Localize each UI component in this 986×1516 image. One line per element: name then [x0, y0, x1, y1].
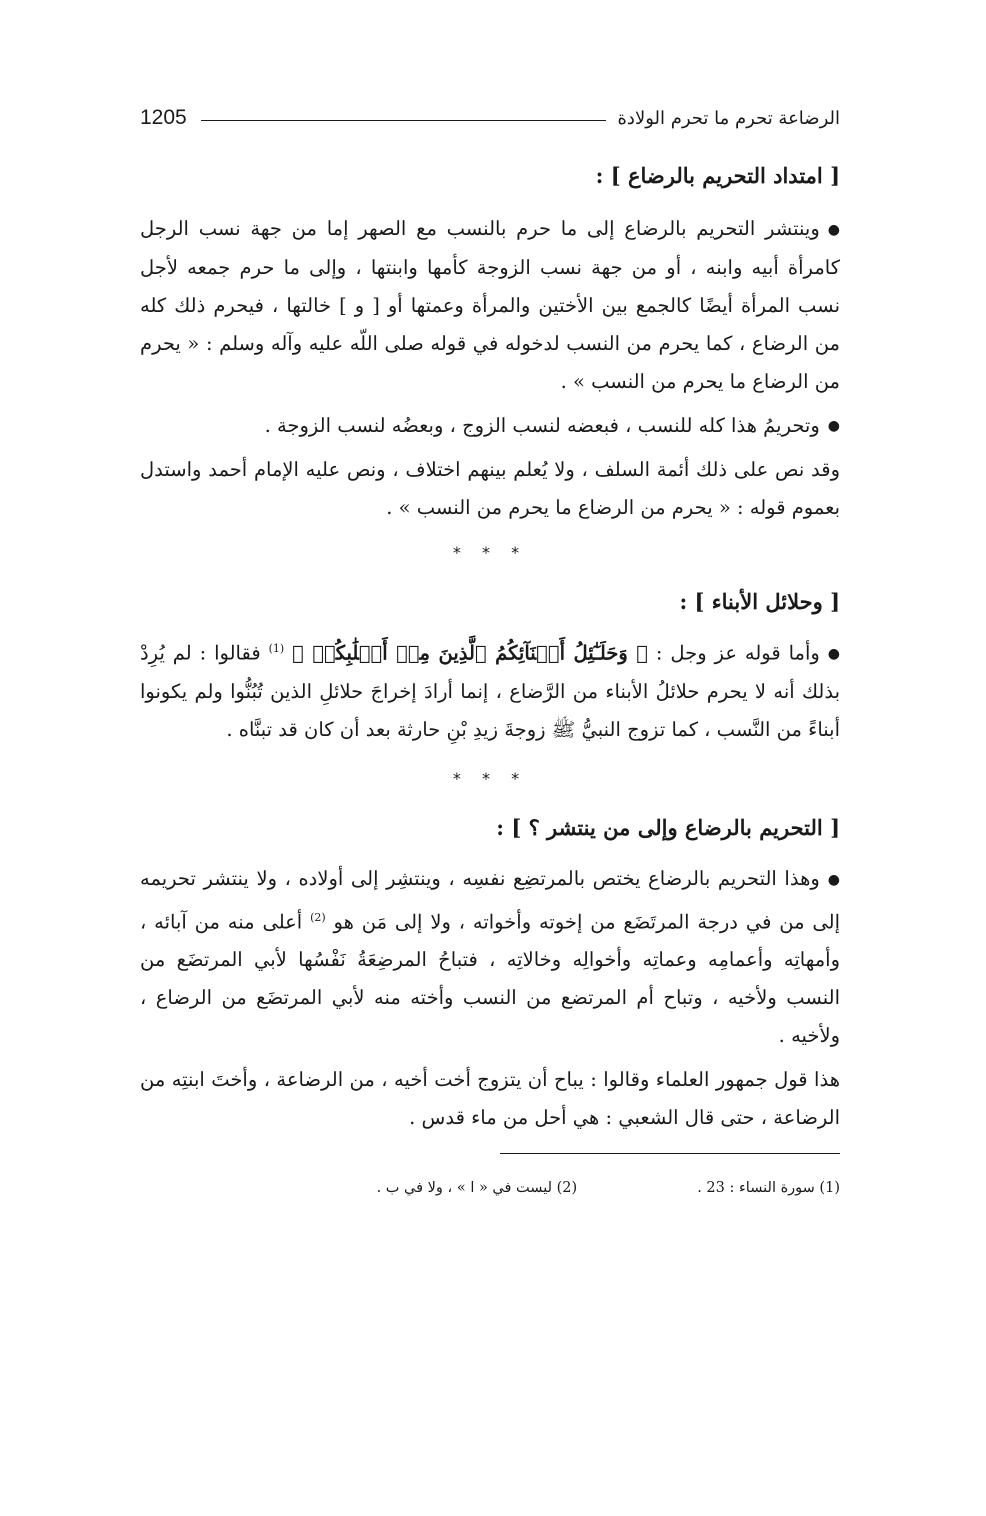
heading-bracket-open: [ [830, 815, 840, 840]
footnote-2: (2) ليست في « ا » ، ولا في ب . [376, 1180, 578, 1196]
page-header [140, 100, 840, 136]
paragraph [140, 210, 840, 401]
paragraph [140, 407, 840, 446]
paragraph-text: هذا قول جمهور العلماء وقالوا : يباح أن يتزوج أخت أخيه ، من الرضاعة ، وأختَ ابنتِه من الرضاعة ، حتى قال الشعبي : هي أحل من ماء قدس . [140, 1068, 840, 1129]
footnote-marker: (2) [310, 910, 326, 924]
document-page [140, 100, 840, 1196]
bullet-icon: ● [827, 418, 840, 434]
heading-text: التحريم بالرضاع وإلى من ينتشر ؟ [528, 815, 823, 840]
header-rule [201, 120, 606, 121]
footnote-rule [500, 1153, 840, 1154]
heading-text: وحلائل الأبناء [711, 589, 823, 614]
paragraph-text: وينتشر التحريم بالرضاع إلى ما حرم بالنسب مع الصهر إما من جهة نسب الرجل كامرأة أبيه وابنه ، أو من جهة نسب الزوجة كأمها وابنتها ، وإلى ما حرم جمعه لأجل نسب المرأة أيضًا كالجمع بين الأختين والمرأة وعمتها أو [ و ] خالتها ، فيحرم ذلك كله من الرضاع ، كما يحرم من النسب لدخوله في قوله صلى اللّه عليه وآله وسلم : « يحرم من الرضاع ما يحرم من النسب » . [140, 217, 840, 393]
section-heading-extension [140, 156, 840, 196]
paragraph-text: أعلى منه من آبائه ، وأمهاتِه وأعمامِه وعماتِه وأخوالِه وخالاتِه ، فتباحُ المرضِعَةُ نَفْسُها لأبي المرتضَع من النسب ولأخيه ، وتباح أم المرتضع من النسب وأخته منه لأبي المرتضَع من الرضاع ، ولأخيه . [140, 910, 840, 1047]
bullet-icon: ● [827, 871, 840, 888]
footnote-marker: (1) [268, 642, 285, 655]
footnote-1: (1) سورة النساء : 23 . [697, 1180, 840, 1196]
paragraph-text: فقالوا : لم يُرِدْ بذلك أنه لا يحرم حلائلُ الأبناء من الرَّضاع ، إنما أرادَ إخراجَ حلائلِ الذين تُبُنُّوا ولم يكونوا أبناءً من النَّسب ، كما تزوج النبيُّ ﷺ زوجةَ زيدِ بْنِ حارثة بعد أن كان قد تبنَّاه . [140, 641, 840, 741]
footnotes [140, 1180, 840, 1196]
heading-text: امتداد التحريم بالرضاع [627, 163, 823, 188]
paragraph [140, 630, 840, 749]
quran-verse: ﴿ وَحَلَـٰٓئِلُ أَبۡنَآئِكُمُ ٱلَّذِينَ مِنۡ أَصۡلَٰبِكُمۡ ﴾ [292, 641, 648, 665]
paragraph-text: وتحريمُ هذا كله للنسب ، فبعضه لنسب الزوج ، وبعضُه لنسب الزوجة . [264, 413, 820, 437]
paragraph [140, 451, 840, 527]
bullet-icon: ● [827, 646, 841, 662]
running-title: الرضاعة تحرم ما تحرم الولادة [617, 107, 840, 129]
section-divider: * * * [452, 769, 528, 788]
section-divider: * * * [452, 543, 528, 562]
paragraph-text: وأما قوله عز وجل : [655, 641, 820, 665]
heading-bracket-close: ] : [679, 589, 705, 614]
heading-bracket-open: [ [830, 163, 840, 188]
paragraph-text: وهذا التحريم بالرضاع يختص بالمرتضِع نفسِه ، وينتشِر إلى أولاده ، ولا ينتشر تحريمه إلى من في درجة المرتَضَع من إخوته وأخواته ، ولا إلى مَن هو [140, 867, 840, 933]
paragraph [140, 1061, 840, 1137]
heading-bracket-close: ] : [595, 163, 621, 188]
section-heading-spread [140, 808, 840, 848]
section-heading-daughters-in-law [140, 582, 840, 622]
bullet-icon: ● [827, 221, 840, 238]
heading-bracket-close: ] : [496, 815, 522, 840]
heading-bracket-open: [ [830, 589, 840, 614]
paragraph-text: وقد نص على ذلك أئمة السلف ، ولا يُعلم بينهم اختلاف ، ونص عليه الإمام أحمد واستدل بعموم قوله : « يحرم من الرضاع ما يحرم من النسب » . [140, 458, 840, 519]
paragraph [140, 860, 840, 1055]
page-number: 1205 [140, 106, 187, 129]
